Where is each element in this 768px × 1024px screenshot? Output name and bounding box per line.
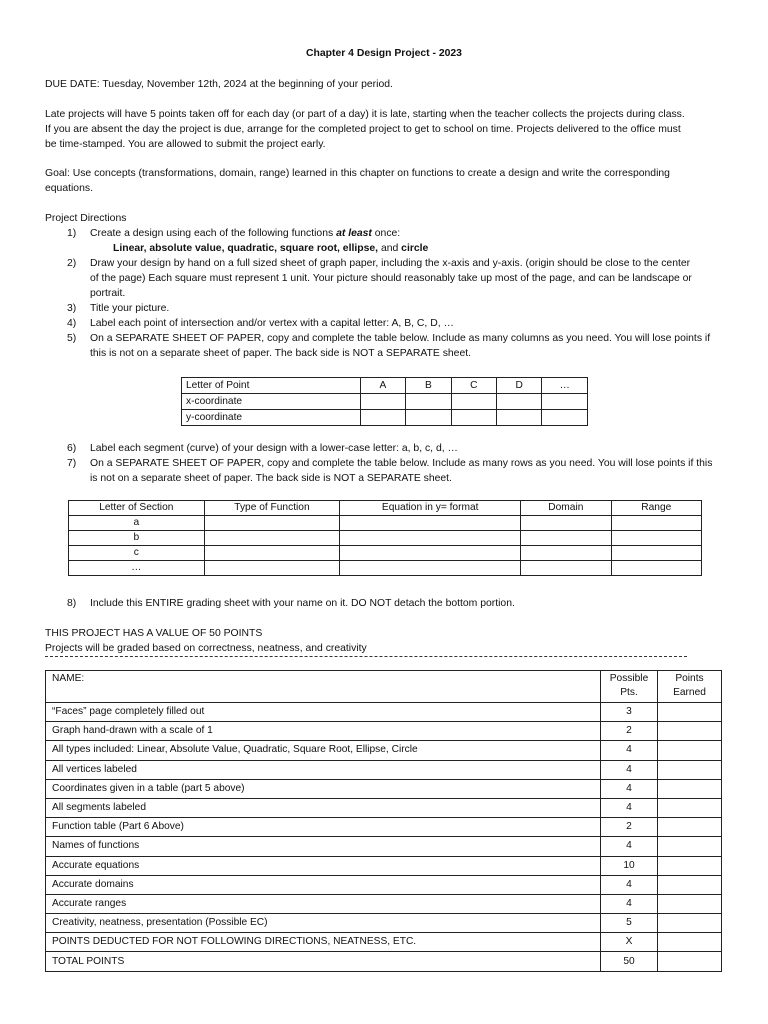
table-cell — [340, 531, 521, 546]
table-row — [46, 703, 722, 722]
direction-text: once: — [371, 228, 401, 239]
direction-line: this is not on a separate sheet of paper. The back side is NOT a SEPARATE sheet. — [90, 348, 472, 359]
graded-line: Projects will be graded based on correctness, neatness, and creativity — [45, 643, 367, 654]
direction-3 — [67, 301, 727, 316]
grading-item: Accurate domains — [46, 875, 601, 894]
direction-line: On a SEPARATE SHEET OF PAPER, copy and complete the table below. Include as many columns as you need. You will lose points if — [90, 333, 711, 344]
table-cell — [451, 410, 496, 426]
table-cell — [204, 516, 340, 531]
table-header: Type of Function — [204, 501, 340, 516]
table-cell — [340, 516, 521, 531]
table-cell: Letter of Point — [182, 378, 361, 394]
direction-5 — [67, 331, 727, 361]
directions-heading: Project Directions — [45, 213, 127, 224]
points-earned-cell — [658, 741, 722, 760]
due-date: DUE DATE: Tuesday, November 12th, 2024 at the beginning of your period. — [45, 79, 393, 90]
table-cell — [204, 546, 340, 561]
direction-line: of the page) Each square must represent 1 unit. Your picture should reasonably take up most of the page, and can be landscape or — [90, 273, 692, 284]
table-row — [46, 875, 722, 894]
grading-item: Accurate ranges — [46, 894, 601, 913]
item-number: 5) — [67, 333, 77, 344]
points-earned-cell — [658, 818, 722, 837]
table-cell: C — [451, 378, 496, 394]
possible-points: X — [601, 933, 658, 952]
late-policy — [45, 107, 735, 152]
possible-points: 4 — [601, 837, 658, 856]
grading-item: Names of functions — [46, 837, 601, 856]
item-number: 7) — [67, 458, 77, 469]
possible-points: 4 — [601, 760, 658, 779]
points-earned-cell — [658, 875, 722, 894]
table-row — [46, 760, 722, 779]
direction-4 — [67, 316, 727, 331]
possible-points: 4 — [601, 741, 658, 760]
points-earned-cell — [658, 856, 722, 875]
table-header: Range — [611, 501, 701, 516]
possible-points: 4 — [601, 894, 658, 913]
late-policy-line: be time-stamped. You are allowed to submit the project early. — [45, 139, 326, 150]
item-number: 6) — [67, 443, 77, 454]
table-row — [46, 933, 722, 952]
grading-item: TOTAL POINTS — [46, 952, 601, 971]
direction-line: On a SEPARATE SHEET OF PAPER, copy and complete the table below. Include as many rows as you need. You will lose points if this — [90, 458, 713, 469]
direction-line: portrait. — [90, 288, 126, 299]
and-word: and — [380, 243, 399, 254]
points-earned-cell — [658, 952, 722, 971]
table-row — [182, 394, 588, 410]
direction-text: Label each segment (curve) of your design with a lower-case letter: a, b, c, d, … — [90, 443, 458, 454]
possible-points: 2 — [601, 818, 658, 837]
grading-item: “Faces” page completely filled out — [46, 703, 601, 722]
circle-word: circle — [401, 243, 429, 254]
table-header: Domain — [521, 501, 611, 516]
table-header: Equation in y= format — [340, 501, 521, 516]
grading-item: Graph hand-drawn with a scale of 1 — [46, 722, 601, 741]
possible-points: 4 — [601, 798, 658, 817]
direction-text: Title your picture. — [90, 303, 170, 314]
table-cell: x-coordinate — [182, 394, 361, 410]
possible-points: 4 — [601, 779, 658, 798]
direction-7 — [67, 456, 727, 486]
table-row — [182, 410, 588, 426]
table-cell — [204, 531, 340, 546]
table-cell — [611, 561, 701, 576]
page-title: Chapter 4 Design Project - 2023 — [306, 48, 462, 59]
grading-item: All vertices labeled — [46, 760, 601, 779]
direction-1 — [67, 226, 727, 241]
functions-list-text: Linear, absolute value, quadratic, square root, ellipse, — [113, 243, 379, 254]
detach-line — [45, 656, 687, 657]
table-row — [46, 779, 722, 798]
table-cell — [542, 394, 588, 410]
direction-6 — [67, 441, 727, 456]
table-cell — [406, 394, 451, 410]
table-row — [46, 952, 722, 971]
goal-line: equations. — [45, 183, 93, 194]
table-row — [69, 546, 702, 561]
points-earned-cell — [658, 703, 722, 722]
item-number: 3) — [67, 303, 77, 314]
table-row — [46, 798, 722, 817]
table-cell — [521, 561, 611, 576]
section-table — [68, 500, 702, 576]
late-policy-line: If you are absent the day the project is due, arrange for the completed project to get to school on time. Projects delivered to the office must — [45, 124, 681, 135]
table-row — [46, 741, 722, 760]
direction-text: Create a design using each of the following functions — [90, 228, 337, 239]
table-row — [69, 531, 702, 546]
grading-item: Creativity, neatness, presentation (Possible EC) — [46, 914, 601, 933]
points-earned-cell — [658, 914, 722, 933]
grading-item: Accurate equations — [46, 856, 601, 875]
goal-line: Goal: Use concepts (transformations, domain, range) learned in this chapter on functions to create a design and write the corresponding — [45, 168, 670, 179]
points-earned-cell — [658, 779, 722, 798]
table-cell: a — [69, 516, 205, 531]
table-cell: c — [69, 546, 205, 561]
table-row — [46, 837, 722, 856]
direction-text: Label each point of intersection and/or vertex with a capital letter: A, B, C, D, … — [90, 318, 454, 329]
item-number: 4) — [67, 318, 77, 329]
table-row — [46, 856, 722, 875]
item-number: 8) — [67, 598, 77, 609]
table-cell — [521, 516, 611, 531]
table-row — [46, 894, 722, 913]
possible-points: 4 — [601, 875, 658, 894]
possible-points: 5 — [601, 914, 658, 933]
table-header: Letter of Section — [69, 501, 205, 516]
table-cell: B — [406, 378, 451, 394]
table-cell — [360, 394, 405, 410]
grading-item: Coordinates given in a table (part 5 above) — [46, 779, 601, 798]
value-line: THIS PROJECT HAS A VALUE OF 50 POINTS — [45, 628, 263, 639]
direction-text: Include this ENTIRE grading sheet with your name on it. DO NOT detach the bottom portion. — [90, 598, 515, 609]
table-cell — [611, 516, 701, 531]
direction-line: is not on a separate sheet of paper. The back side is NOT a SEPARATE sheet. — [90, 473, 452, 484]
table-cell — [521, 546, 611, 561]
table-cell — [406, 410, 451, 426]
table-cell — [611, 531, 701, 546]
functions-list — [113, 241, 428, 256]
grading-item: All segments labeled — [46, 798, 601, 817]
table-cell — [360, 410, 405, 426]
item-number: 2) — [67, 258, 77, 269]
points-earned-cell — [658, 894, 722, 913]
direction-line: Draw your design by hand on a full sized sheet of graph paper, including the x-axis and y-axis. (origin should be close to the center — [90, 258, 691, 269]
table-cell — [340, 546, 521, 561]
table-cell — [451, 394, 496, 410]
table-row — [182, 378, 588, 394]
table-cell: D — [497, 378, 542, 394]
direction-2 — [67, 256, 727, 301]
grading-table — [45, 670, 722, 972]
point-table — [181, 377, 588, 426]
table-cell — [497, 410, 542, 426]
points-earned-cell — [658, 722, 722, 741]
late-policy-line: Late projects will have 5 points taken off for each day (or part of a day) it is late, starting when the teacher collects the projects during class. — [45, 109, 685, 120]
name-label: NAME: — [46, 671, 601, 703]
table-cell — [497, 394, 542, 410]
table-row — [46, 914, 722, 933]
points-earned-cell — [658, 933, 722, 952]
table-cell — [340, 561, 521, 576]
direction-8 — [67, 596, 727, 611]
goal — [45, 166, 735, 196]
possible-points: 50 — [601, 952, 658, 971]
grading-item: POINTS DEDUCTED FOR NOT FOLLOWING DIRECTIONS, NEATNESS, ETC. — [46, 933, 601, 952]
table-cell: … — [69, 561, 205, 576]
table-cell — [521, 531, 611, 546]
possible-points: 3 — [601, 703, 658, 722]
table-cell: A — [360, 378, 405, 394]
table-row — [69, 516, 702, 531]
item-number: 1) — [67, 228, 77, 239]
table-cell: b — [69, 531, 205, 546]
table-header-row — [69, 501, 702, 516]
table-row — [46, 722, 722, 741]
grading-item: All types included: Linear, Absolute Value, Quadratic, Square Root, Ellipse, Circle — [46, 741, 601, 760]
table-header-row — [46, 671, 722, 703]
table-cell — [204, 561, 340, 576]
possible-points: 10 — [601, 856, 658, 875]
table-row — [46, 818, 722, 837]
possible-points: 2 — [601, 722, 658, 741]
possible-points-header: Possible Pts. — [601, 671, 658, 703]
table-cell: … — [542, 378, 588, 394]
table-row — [69, 561, 702, 576]
points-earned-cell — [658, 798, 722, 817]
table-cell — [542, 410, 588, 426]
emphasis-text: at least — [336, 228, 372, 239]
table-cell: y-coordinate — [182, 410, 361, 426]
points-earned-header: Points Earned — [658, 671, 722, 703]
grading-item: Function table (Part 6 Above) — [46, 818, 601, 837]
points-earned-cell — [658, 760, 722, 779]
table-cell — [611, 546, 701, 561]
points-earned-cell — [658, 837, 722, 856]
